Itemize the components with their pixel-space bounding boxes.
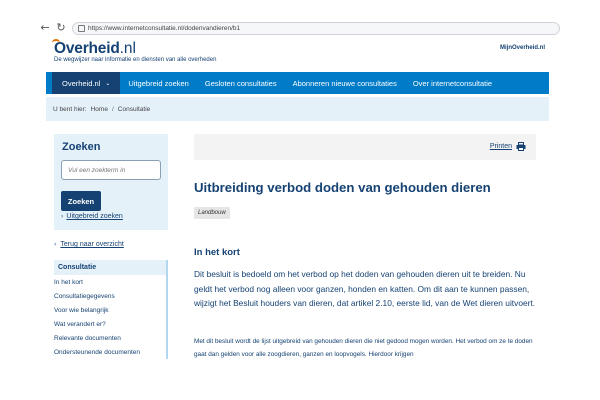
breadcrumb-current: Consultatie	[117, 105, 151, 113]
side-menu-item[interactable]: Ondersteunende documenten	[54, 349, 141, 356]
site-tagline: De wegwijzer naar informatie en diensten van alle overheden	[54, 57, 217, 63]
back-arrow-icon[interactable]: ←	[40, 21, 50, 34]
advanced-search-link[interactable]	[61, 213, 123, 220]
search-panel	[54, 134, 168, 230]
body-paragraph: Met dit besluit wordt de lijst uitgebreid van gehouden dieren die niet gedood mogen worden. Het verbod om ze te doden gaat dan gelden voor alle zoogdieren, ganzen en loopvogels. Hierdoor krijgen	[194, 338, 533, 358]
side-menu-item[interactable]: Relevante documenten	[54, 335, 121, 342]
nav-item-over[interactable]: Over internetconsultatie	[412, 78, 493, 88]
side-menu	[54, 260, 168, 359]
breadcrumb-prefix: U bent hier:	[53, 105, 87, 113]
breadcrumb-home[interactable]: Home	[90, 105, 108, 113]
main-nav	[46, 72, 549, 94]
side-menu-item[interactable]: Voor wie belangrijk	[54, 307, 109, 314]
lock-icon	[78, 25, 85, 32]
side-menu-item[interactable]: Consultatiegegevens	[54, 293, 115, 300]
advanced-search-label: Uitgebreid zoeken	[66, 213, 123, 220]
nav-item-uitgebreid-zoeken[interactable]: Uitgebreid zoeken	[128, 78, 189, 88]
logo-main-text: Overheid	[54, 40, 120, 57]
my-overheid-link[interactable]: MijnOverheid.nl	[499, 45, 545, 51]
content-toolbar	[194, 134, 536, 160]
chevron-right-icon: ›	[61, 213, 64, 220]
back-to-overview-link[interactable]	[54, 241, 124, 248]
nav-item-gesloten-consultaties[interactable]: Gesloten consultaties	[204, 78, 277, 88]
section-title: In het kort	[194, 247, 240, 258]
url-text: https://www.internetconsultatie.nl/dodenvandieren/b1	[88, 24, 241, 32]
browser-bar	[40, 20, 560, 36]
breadcrumb	[46, 97, 549, 121]
nav-item-abonneren[interactable]: Abonneren nieuwe consultaties	[292, 78, 397, 88]
side-menu-item[interactable]: Wat verandert er?	[54, 321, 106, 328]
search-title: Zoeken	[62, 141, 101, 153]
side-menu-title: Consultatie	[54, 260, 166, 275]
lead-paragraph: Dit besluit is bedoeld om het verbod op het doden van gehouden dieren uit te breiden. Nu geldt het verbod nog alleen voor ganzen, honden en katten. Om dit aan te kunnen passen, wijzigt het Besluit houders van dieren, dat artikel 2.10, eerste lid, van de Wet dieren uitvoert.	[194, 269, 536, 308]
nav-item-label: Overheid.nl	[62, 78, 101, 88]
logo-suffix-text: .nl	[119, 40, 136, 57]
address-bar[interactable]	[72, 22, 560, 35]
page-title: Uitbreiding verbod doden van gehouden dieren	[194, 180, 491, 195]
search-input[interactable]	[61, 160, 161, 180]
site-logo[interactable]	[54, 40, 136, 58]
printer-icon[interactable]	[516, 142, 526, 151]
back-link-label: Terug naar overzicht	[60, 241, 124, 248]
search-button[interactable]: Zoeken	[61, 191, 101, 211]
category-tag: Landbouw	[194, 207, 230, 219]
breadcrumb-separator: /	[111, 105, 114, 113]
chevron-left-icon: ‹	[54, 241, 57, 248]
reload-icon[interactable]: ↻	[56, 21, 66, 34]
chevron-down-icon: ⌄	[105, 79, 111, 87]
logo-sun-icon	[52, 39, 60, 43]
print-link[interactable]: Printen	[489, 143, 512, 150]
side-menu-item[interactable]: In het kort	[54, 279, 83, 286]
nav-item-overheid[interactable]	[52, 72, 120, 94]
